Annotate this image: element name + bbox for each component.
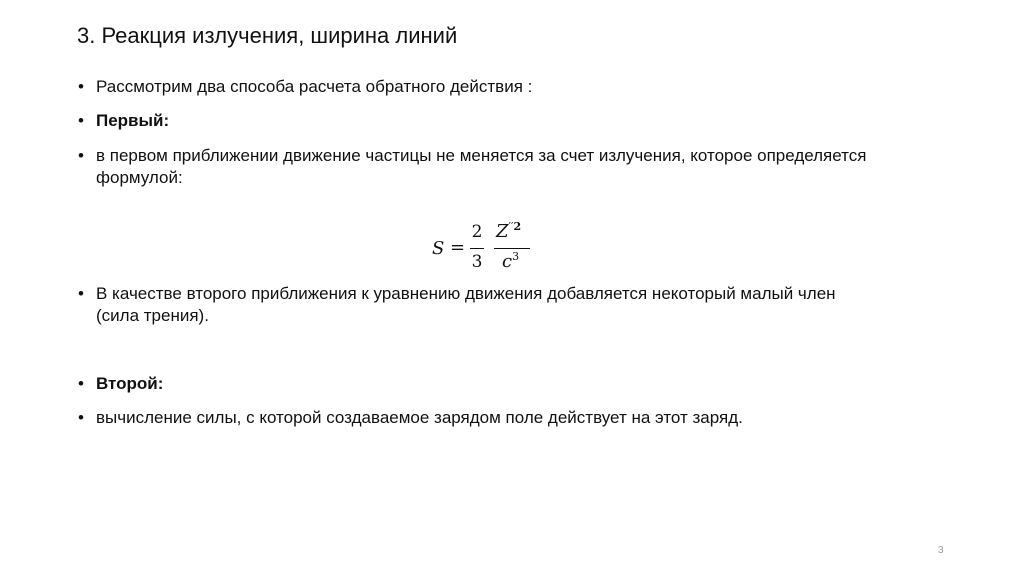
formula (432, 220, 542, 280)
formula-c-exponent: 3 (512, 250, 520, 263)
bullet-marker: • (78, 408, 84, 427)
bullet-item (78, 407, 958, 429)
formula-lhs: S (432, 238, 445, 259)
bullet-item (78, 145, 878, 189)
bullet-item (78, 373, 958, 395)
formula-z-exponent: 2 (513, 220, 522, 233)
bullet-marker: • (78, 374, 84, 393)
formula-frac2-numerator (496, 220, 521, 242)
formula-frac2-denominator (502, 250, 519, 272)
bullet-marker: • (78, 284, 84, 303)
bullet-marker: • (78, 77, 84, 96)
page-number: 3 (938, 545, 944, 556)
bullet-text: Второй: (96, 374, 164, 393)
bullet-text: Рассмотрим два способа расчета обратного действия : (96, 77, 533, 96)
formula-frac1-bar (470, 248, 484, 249)
bullet-marker: • (78, 111, 84, 130)
formula-z: Z (496, 221, 509, 242)
bullet-text: вычисление силы, с которой создаваемое зарядом поле действует на этот заряд. (96, 408, 743, 427)
formula-frac2-bar (494, 248, 530, 249)
bullet-item (78, 283, 868, 327)
bullet-text: В качестве второго приближения к уравнению движения добавляется некоторый малый член (сила трения). (96, 284, 836, 325)
formula-equals: = (450, 237, 466, 258)
bullet-text: в первом приближении движение частицы не меняется за счет излучения, которое определяется формулой: (96, 146, 867, 187)
bullet-marker: • (78, 146, 84, 165)
formula-c: c (502, 251, 513, 272)
bullet-item (78, 76, 958, 98)
formula-primes: ′′ (508, 220, 514, 233)
bullet-item (78, 110, 958, 132)
formula-frac1-numerator: 2 (471, 222, 483, 242)
formula-frac1-denominator: 3 (471, 252, 483, 272)
bullet-text: Первый: (96, 111, 170, 130)
slide-title: 3. Реакция излучения, ширина линий (77, 23, 458, 48)
